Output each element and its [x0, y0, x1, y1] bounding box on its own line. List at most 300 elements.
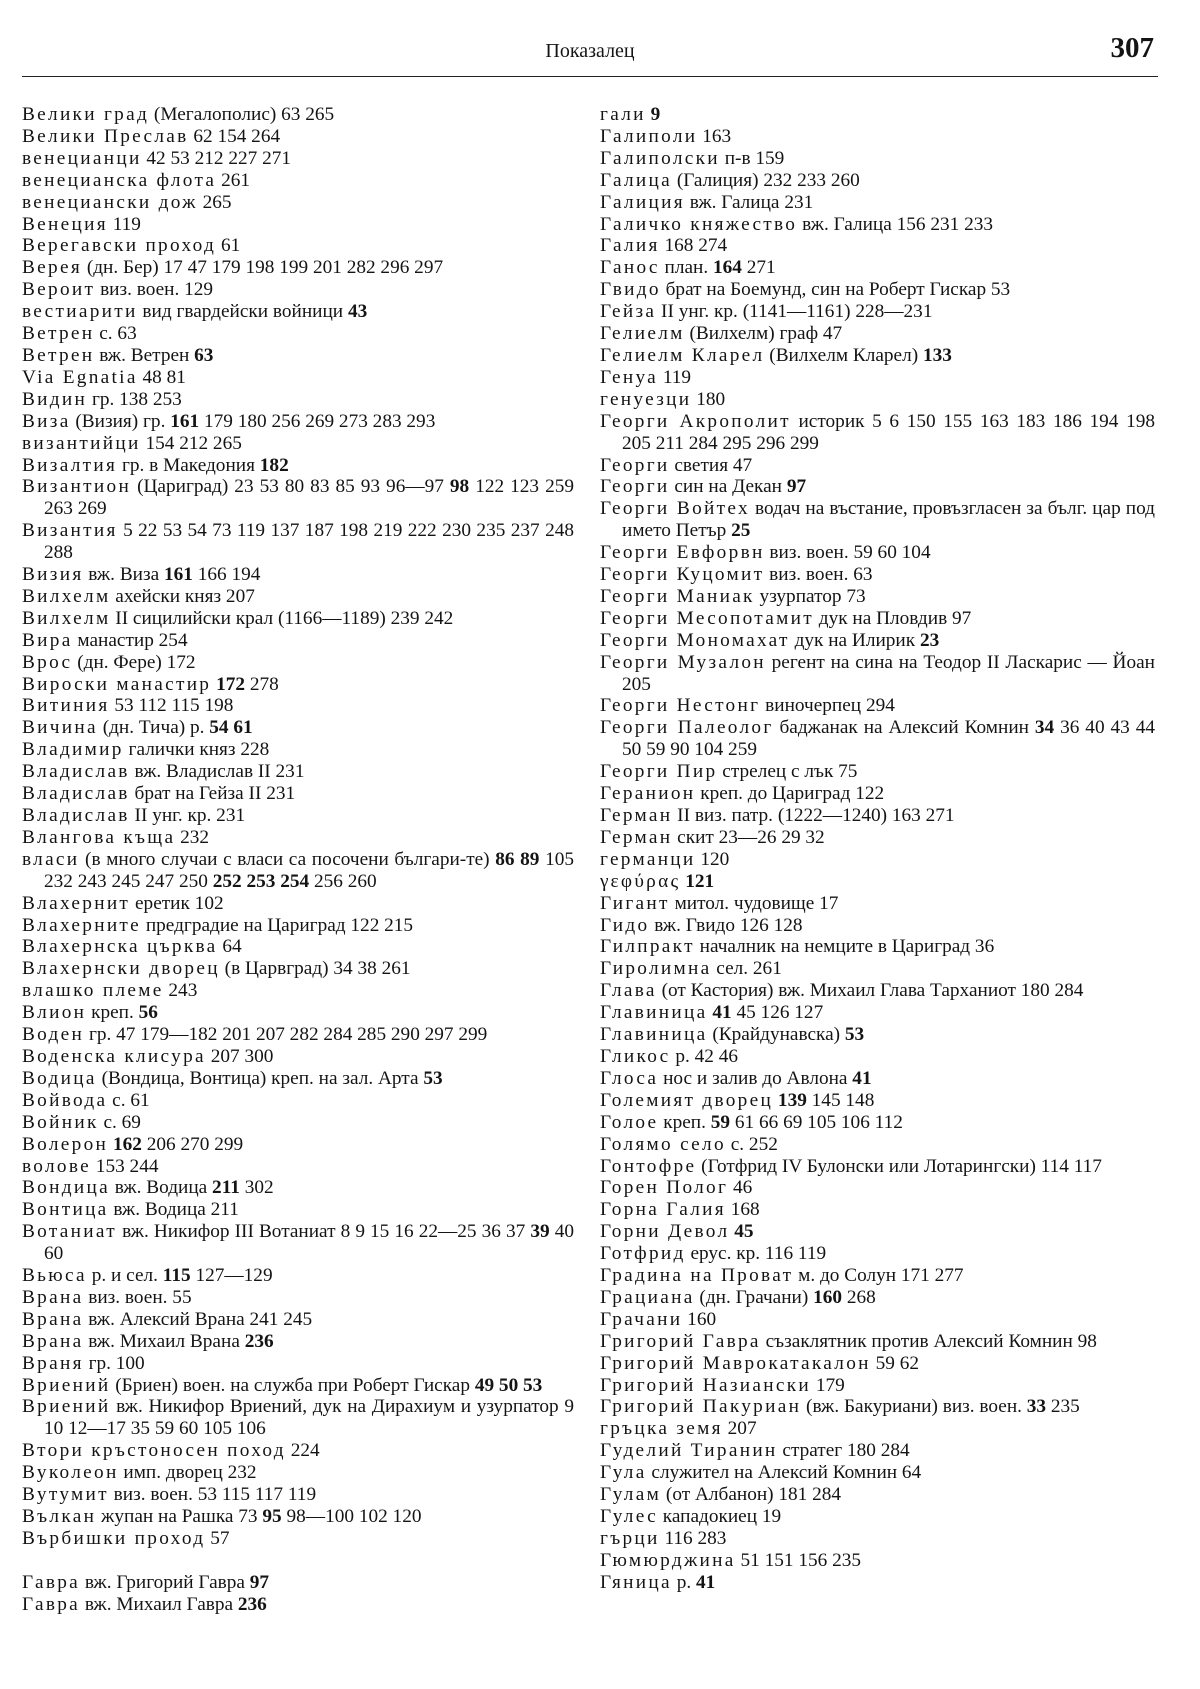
index-entry — [22, 170, 574, 192]
entry-page-ref-bold: 236 — [244, 1330, 274, 1352]
index-entry — [600, 827, 1155, 849]
index-entry — [22, 1309, 574, 1331]
index-entry — [22, 695, 574, 717]
index-entry — [600, 498, 1155, 542]
index-entry — [22, 1090, 574, 1112]
entry-text: II унг. кр. (1141—1161) 228—231 — [656, 301, 933, 323]
entry-text: 256 260 — [309, 870, 377, 892]
index-entry — [22, 608, 574, 630]
entry-headword: Георги Евфорвн — [600, 542, 765, 564]
entry-text: 271 — [741, 257, 776, 279]
entry-headword: Вироски манастир — [22, 673, 212, 695]
entry-text: имп. дворец 232 — [118, 1462, 257, 1484]
index-entry — [22, 1331, 574, 1353]
index-entry — [22, 783, 574, 805]
entry-headword: венецианска флота — [22, 169, 217, 191]
index-entry — [22, 1112, 574, 1134]
entry-headword: Вилхелм — [22, 607, 111, 629]
entry-text: (Крайдунавска) — [707, 1024, 845, 1046]
entry-text: креп. — [86, 1002, 139, 1024]
page-number: 307 — [1110, 32, 1154, 64]
index-entry — [22, 717, 574, 739]
entry-headword: Гавра — [22, 1593, 81, 1615]
index-entry — [22, 564, 574, 586]
entry-headword: Върбишки проход — [22, 1527, 206, 1549]
index-entry — [22, 1046, 574, 1068]
index-entry — [600, 411, 1155, 455]
entry-headword: гали — [600, 104, 646, 125]
entry-text: стратег 180 284 — [777, 1440, 910, 1462]
entry-headword: Вълкан — [22, 1506, 97, 1527]
index-entry — [22, 301, 574, 323]
entry-text: 40 60 — [44, 1221, 574, 1265]
entry-text: 232 — [175, 826, 210, 848]
entry-headword: Георги Акрополит — [600, 410, 791, 432]
index-entry — [600, 783, 1155, 805]
entry-headword: γεφύρας — [600, 870, 681, 892]
index-entry — [22, 674, 574, 696]
entry-headword: Водица — [22, 1067, 97, 1089]
entry-text: 265 — [197, 191, 232, 213]
entry-text: брат на Боемунд, син на Роберт Гискар 53 — [660, 279, 1011, 301]
entry-page-ref-bold: 41 — [852, 1067, 872, 1089]
entry-text: 36 40 43 44 50 59 90 104 259 — [622, 717, 1156, 761]
entry-page-ref-bold: 54 61 — [209, 717, 253, 739]
index-entry — [600, 1156, 1155, 1178]
entry-headword: Втори кръстоносен поход — [22, 1440, 286, 1462]
entry-text: вж. Ветрен — [94, 344, 195, 366]
index-entry — [22, 1134, 574, 1156]
index-entry — [22, 739, 574, 761]
index-entry — [22, 630, 574, 652]
entry-headword: Геранион — [600, 783, 696, 805]
entry-headword: Георги Нестонг — [600, 695, 761, 717]
index-entry — [600, 1134, 1155, 1156]
entry-page-ref-bold: 121 — [685, 870, 715, 892]
entry-text: дук на Илирик — [789, 629, 920, 651]
entry-text: стрелец с лък 75 — [717, 761, 858, 783]
entry-text: вж. Галица 231 — [684, 191, 814, 213]
entry-text: виз. воен. 59 60 104 — [764, 542, 931, 564]
index-entry — [22, 520, 574, 564]
entry-text: 179 180 256 269 273 283 293 — [199, 410, 436, 432]
entry-text: (от Кастория) вж. Михаил Глава Тарханиот 180 284 — [656, 980, 1084, 1002]
entry-text: виз. воен. 55 — [83, 1286, 192, 1308]
entry-headword: Галиция — [600, 191, 685, 213]
entry-page-ref-bold: 34 — [1034, 717, 1055, 739]
entry-page-ref-bold: 56 — [138, 1002, 158, 1024]
entry-headword: Войник — [22, 1111, 99, 1133]
index-entry — [600, 608, 1155, 630]
index-entry — [22, 1177, 574, 1199]
entry-headword: Гигант — [600, 892, 670, 914]
entry-text: р. — [671, 1571, 696, 1593]
index-entry — [600, 1287, 1155, 1309]
index-entry — [600, 1440, 1155, 1462]
entry-headword: Владислав — [22, 805, 130, 826]
index-entry — [600, 958, 1155, 980]
entry-headword: Георги Войтех — [600, 498, 750, 520]
index-entry — [600, 1112, 1155, 1134]
index-entry — [22, 1528, 574, 1550]
entry-headword: Велики Преслав — [22, 125, 189, 147]
entry-headword: Верегавски проход — [22, 235, 217, 257]
entry-text: 119 — [658, 366, 692, 388]
entry-page-ref-bold: 211 — [212, 1177, 240, 1199]
entry-text: вж. Михаил Гавра — [80, 1593, 238, 1615]
entry-page-ref-bold: 98 — [449, 476, 470, 498]
entry-headword: Влахернит — [22, 892, 131, 914]
entry-headword: Галиполски — [600, 147, 720, 169]
index-entry — [22, 827, 574, 849]
entry-text: (Цариград) 23 53 80 83 85 93 96—97 — [131, 476, 450, 498]
entry-headword: Влахерните — [22, 914, 142, 936]
entry-page-ref-bold: 115 — [162, 1265, 191, 1287]
entry-headword: Вероит — [22, 279, 96, 301]
entry-text: скит 23—26 29 32 — [672, 826, 825, 848]
entry-text: (дн. Бер) 17 47 179 198 199 201 282 296 297 — [82, 257, 444, 279]
entry-headword: Глава — [600, 980, 657, 1002]
entry-headword: Галичко княжество — [600, 213, 798, 235]
entry-text: (в Царвград) 34 38 261 — [219, 958, 411, 980]
index-entry — [22, 1375, 574, 1397]
index-entry — [600, 893, 1155, 915]
index-entry — [600, 367, 1155, 389]
entry-page-ref-bold: 33 — [1026, 1396, 1047, 1418]
index-entry — [22, 936, 574, 958]
index-entry — [22, 1156, 574, 1178]
entry-headword: Георги Палеолог — [600, 717, 774, 739]
index-entry — [600, 1572, 1155, 1594]
entry-headword: Георги Музалон — [600, 651, 766, 673]
entry-text: (дн. Тича) р. — [97, 717, 210, 739]
entry-text: началник на немците в Цариград 36 — [694, 936, 995, 958]
index-entry — [22, 1265, 574, 1287]
entry-text: 62 154 264 — [188, 125, 281, 147]
entry-text: 122 123 259 263 269 — [44, 476, 574, 520]
index-entry — [600, 104, 1155, 126]
entry-text: виз. воен. 63 — [764, 564, 873, 586]
index-entry — [600, 717, 1155, 761]
entry-headword: Вриений — [22, 1374, 111, 1396]
entry-text: вж. Водица — [109, 1177, 213, 1199]
entry-text: 179 — [811, 1374, 845, 1396]
entry-headword: Гюмюрджина — [600, 1549, 736, 1571]
entry-text: м. до Солун 171 277 — [793, 1265, 964, 1287]
entry-page-ref-bold: 252 253 254 — [212, 870, 310, 892]
page-header — [22, 30, 1158, 77]
index-entry — [22, 279, 574, 301]
entry-page-ref-bold: 162 — [112, 1133, 142, 1155]
entry-text: 120 — [695, 848, 730, 870]
entry-headword: Визия — [22, 564, 84, 586]
entry-headword: волове — [22, 1155, 91, 1177]
index-entry — [22, 1221, 574, 1265]
entry-text: п-в 159 — [719, 147, 785, 169]
entry-text: 168 — [725, 1199, 760, 1221]
entry-text: виз. воен. 129 — [95, 279, 214, 301]
entry-text: 53 112 115 198 — [109, 695, 234, 717]
entry-text: (Визия) гр. — [70, 410, 171, 432]
entry-page-ref-bold: 59 — [710, 1111, 731, 1133]
entry-headword: византийци — [22, 432, 141, 454]
entry-text: митол. чудовище 17 — [669, 892, 839, 914]
index-entry — [600, 1199, 1155, 1221]
entry-text: светия 47 — [669, 454, 753, 476]
entry-text: 154 212 265 — [140, 432, 242, 454]
entry-page-ref-bold: 164 — [713, 257, 742, 279]
entry-text: вж. Алексий Врана 241 245 — [83, 1308, 313, 1330]
index-entry — [22, 1287, 574, 1309]
index-entry — [22, 1068, 574, 1090]
entry-headword: Виза — [22, 410, 71, 432]
entry-headword: Гвидо — [600, 279, 661, 301]
index-entry — [22, 1440, 574, 1462]
entry-headword: Влангова къща — [22, 826, 176, 848]
index-entry — [600, 1375, 1155, 1397]
index-entry — [22, 148, 574, 170]
entry-page-ref-bold: 161 — [164, 564, 193, 586]
index-entry — [600, 1046, 1155, 1068]
entry-text: вж. Никифор III Вотаниат 8 9 15 16 22—25 36 37 — [117, 1221, 531, 1243]
entry-text: II унг. кр. 231 — [129, 805, 246, 826]
index-entry — [600, 192, 1155, 214]
entry-headword: Врос — [22, 651, 73, 673]
entry-headword: Владислав — [22, 761, 130, 783]
entry-headword: Голямо село — [600, 1133, 726, 1155]
entry-page-ref-bold: 43 — [347, 301, 368, 323]
entry-text: дук на Пловдив 97 — [813, 607, 972, 629]
entry-text: (Бриен) воен. на служба при Роберт Гискар — [110, 1374, 475, 1396]
entry-text: 153 244 — [90, 1155, 159, 1177]
index-entry — [22, 433, 574, 455]
index-entry — [22, 586, 574, 608]
entry-text: 145 148 — [806, 1089, 875, 1111]
entry-text: вж. Михаил Врана — [83, 1330, 245, 1352]
entry-text: 59 62 — [870, 1352, 919, 1374]
index-entry — [600, 170, 1155, 192]
entry-text: водач на въстание, провъзгласен за бълг. цар под името Петър — [622, 498, 1155, 542]
entry-text: гр. 47 179—182 201 207 282 284 285 290 297 299 — [84, 1024, 488, 1046]
entry-headword: Вуколеон — [22, 1462, 119, 1484]
entry-headword: Вичина — [22, 717, 98, 739]
index-entry — [22, 367, 574, 389]
entry-text: (дн. Грачани) — [694, 1286, 814, 1308]
entry-headword: Верея — [22, 257, 82, 279]
entry-text: сел. 261 — [711, 958, 782, 980]
entry-page-ref-bold: 39 — [530, 1221, 550, 1243]
entry-headword: Владимир — [22, 739, 124, 761]
entry-headword: Големият дворец — [600, 1089, 774, 1111]
entry-headword: Византион — [22, 476, 132, 498]
entry-text: р. 42 46 — [670, 1045, 738, 1067]
entry-page-ref-bold: 63 — [194, 344, 214, 366]
index-entry — [22, 235, 574, 257]
entry-headword: Горни Девол — [600, 1221, 730, 1243]
entry-text: нос и залив до Авлона — [658, 1067, 853, 1089]
entry-text: план. — [659, 257, 714, 279]
entry-headword: Ганос — [600, 257, 660, 279]
entry-headword: Воденска клисура — [22, 1045, 206, 1067]
running-title: Показалец — [545, 40, 635, 62]
entry-text: (Готфрид IV Булонски или Лотарингски) 114 117 — [696, 1155, 1102, 1177]
entry-text: виз. воен. 53 115 117 119 — [108, 1484, 317, 1506]
entry-text: (Мегалополис) 63 265 — [149, 104, 335, 125]
entry-text: вж. Виза — [83, 564, 164, 586]
index-entry — [22, 805, 574, 827]
entry-text: с. 69 — [98, 1111, 141, 1133]
index-entry — [22, 389, 574, 411]
entry-headword: Георги Куцомит — [600, 564, 765, 586]
entry-page-ref-bold: 9 — [650, 104, 661, 125]
index-column-right — [600, 104, 1155, 1594]
entry-headword: Вутумит — [22, 1484, 109, 1506]
index-entry — [22, 1024, 574, 1046]
entry-headword: Горен Полог — [600, 1177, 729, 1199]
entry-headword: Галия — [600, 235, 660, 257]
index-entry — [600, 1353, 1155, 1375]
index-entry — [600, 455, 1155, 477]
entry-text: регент на сина на Теодор II Ласкарис — Йоан 205 — [622, 651, 1155, 695]
index-entry — [22, 958, 574, 980]
entry-headword: вестиарити — [22, 301, 138, 323]
index-entry — [22, 1484, 574, 1506]
index-entry — [22, 761, 574, 783]
entry-headword: Гилпракт — [600, 936, 695, 958]
index-entry — [22, 126, 574, 148]
index-entry — [22, 652, 574, 674]
entry-text: брат на Гейза II 231 — [129, 783, 296, 805]
entry-headword: власи — [22, 848, 80, 870]
index-entry — [600, 564, 1155, 586]
index-entry — [22, 1396, 574, 1440]
entry-text: гр. 138 253 — [87, 388, 182, 410]
index-entry — [22, 323, 574, 345]
entry-headword: Готфрид — [600, 1243, 686, 1265]
index-entry — [22, 1572, 574, 1594]
entry-text: II виз. патр. (1222—1240) 163 271 — [672, 805, 955, 826]
entry-headword: Гликос — [600, 1045, 671, 1067]
entry-text: II сицилийски крал (1166—1189) 239 242 — [110, 607, 454, 629]
entry-headword: Византия — [22, 520, 118, 542]
entry-text: еретик 102 — [130, 892, 224, 914]
index-entry — [600, 1331, 1155, 1353]
entry-headword: германци — [600, 848, 696, 870]
entry-headword: Градина на Проват — [600, 1265, 794, 1287]
entry-headword: Ветрен — [22, 344, 95, 366]
index-entry — [600, 849, 1155, 871]
entry-headword: Георги Маниак — [600, 585, 755, 607]
entry-page-ref-bold: 53 — [423, 1067, 443, 1089]
entry-headword: Гуделий Тиранин — [600, 1440, 778, 1462]
entry-text: служител на Алексий Комнин 64 — [646, 1462, 922, 1484]
index-entry — [22, 1002, 574, 1024]
entry-headword: Главиница — [600, 1002, 708, 1024]
index-entry — [600, 1462, 1155, 1484]
entry-text: 180 — [691, 388, 726, 410]
entry-text: 207 — [722, 1418, 757, 1440]
entry-text: 45 126 127 — [731, 1002, 824, 1024]
entry-headword: Георги Мономахат — [600, 629, 790, 651]
entry-text: 116 283 — [659, 1527, 727, 1549]
entry-text: креп. — [658, 1111, 711, 1133]
entry-text: (Галиция) 232 233 260 — [672, 169, 860, 191]
entry-text: 98—100 102 120 — [281, 1506, 422, 1527]
index-entry — [600, 630, 1155, 652]
entry-headword: Гейза — [600, 301, 657, 323]
index-entry — [600, 915, 1155, 937]
entry-text: (Вилхелм) граф 47 — [684, 323, 843, 345]
entry-headword: гръцка земя — [600, 1418, 723, 1440]
entry-headword: Гавра — [22, 1571, 81, 1593]
index-entry — [22, 893, 574, 915]
entry-headword: Вриений — [22, 1396, 111, 1418]
index-entry — [600, 1506, 1155, 1528]
index-entry — [600, 542, 1155, 564]
entry-text: вж. Галица 156 231 233 — [797, 213, 994, 235]
entry-headword: Григорий Маврокатакалон — [600, 1352, 871, 1374]
entry-text: (от Албанон) 181 284 — [661, 1484, 842, 1506]
index-entry — [600, 1484, 1155, 1506]
index-entry — [22, 104, 574, 126]
index-entry — [22, 214, 574, 236]
entry-headword: Главиница — [600, 1024, 708, 1046]
index-entry — [22, 257, 574, 279]
entry-text: вж. Водица 211 — [108, 1199, 239, 1221]
entry-text: вж. Никифор Вриений, дук на Дирахиум и узурпатор 9 10 12—17 35 59 60 105 106 — [44, 1396, 574, 1440]
index-entry — [600, 1265, 1155, 1287]
entry-text: историк 5 6 150 155 163 183 186 194 198 205 211 284 295 296 299 — [622, 410, 1156, 454]
index-entry — [22, 1462, 574, 1484]
entry-headword: Влион — [22, 1002, 87, 1024]
index-entry — [600, 1418, 1155, 1440]
index-entry — [600, 1528, 1155, 1550]
entry-headword: Войвода — [22, 1089, 108, 1111]
entry-headword: Григорий Гавра — [600, 1330, 761, 1352]
entry-page-ref-bold: 236 — [237, 1593, 267, 1615]
entry-headword: генуезци — [600, 388, 692, 410]
entry-page-ref-bold: 172 — [216, 673, 246, 695]
entry-text: 127—129 — [190, 1265, 273, 1287]
entry-text: 42 53 212 227 271 — [141, 147, 292, 169]
entry-text: вж. Владислав II 231 — [129, 761, 305, 783]
index-entry — [22, 1353, 574, 1375]
entry-page-ref-bold: 23 — [919, 629, 940, 651]
entry-text: виночерпец 294 — [760, 695, 895, 717]
entry-page-ref-bold: 139 — [777, 1089, 807, 1111]
index-entry — [600, 323, 1155, 345]
index-entry — [600, 936, 1155, 958]
entry-text: 5 22 53 54 73 119 137 187 198 219 222 230 235 237 248 288 — [44, 520, 574, 564]
entry-headword: Вира — [22, 629, 73, 651]
entry-text: с. 252 — [725, 1133, 778, 1155]
entry-headword: Георги — [600, 476, 670, 498]
entry-headword: Глоса — [600, 1067, 659, 1089]
entry-text: (Вондица, Вонтица) креп. на зал. Арта — [96, 1067, 424, 1089]
entry-text: 46 — [728, 1177, 753, 1199]
entry-headword: Волерон — [22, 1133, 109, 1155]
entry-text: 243 — [163, 980, 198, 1002]
entry-page-ref-bold: 53 — [844, 1024, 865, 1046]
entry-page-ref-bold: 161 — [170, 410, 200, 432]
entry-headword: Грачани — [600, 1308, 683, 1330]
entry-headword: Враня — [22, 1352, 84, 1374]
index-entry — [600, 695, 1155, 717]
entry-text: ахейски княз 207 — [110, 585, 255, 607]
entry-text: галички княз 228 — [123, 739, 270, 761]
entry-headword: влашко племе — [22, 980, 164, 1002]
entry-text: 119 — [107, 213, 141, 235]
